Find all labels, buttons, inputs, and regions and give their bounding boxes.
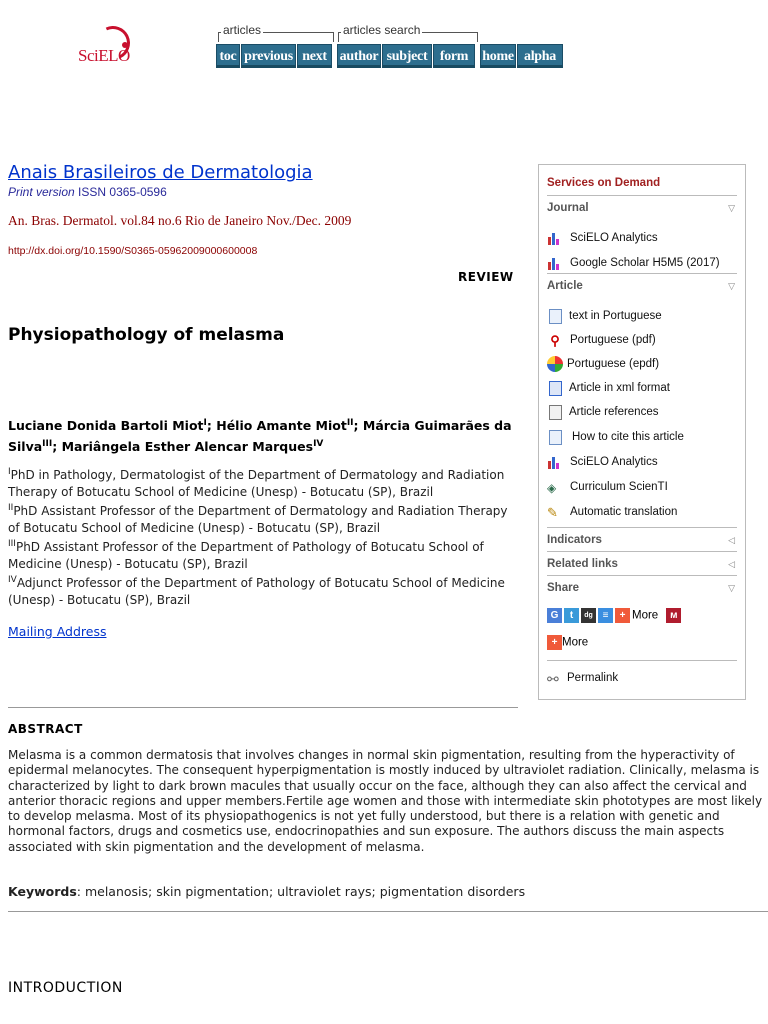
chevron-left-icon: ◁ [728,559,735,569]
keywords-label: Keywords [8,884,77,899]
mailing-address-link[interactable]: Mailing Address [8,624,107,639]
sidebar-item-references[interactable] [547,403,658,421]
list-share-icon[interactable]: ≡ [598,608,613,623]
plus-share-icon[interactable]: + [615,608,630,623]
nav-toc-button[interactable]: toc [216,44,240,68]
share-more-row [547,632,588,650]
nav-subject-button[interactable]: subject [382,44,432,68]
item-label: Curriculum ScienTI [570,481,668,493]
share-more-link[interactable]: More [632,609,659,622]
services-sidebar [538,164,746,700]
affiliation-sup: III [8,539,16,549]
item-label: Article in xml format [569,382,670,394]
authors: Luciane Donida Bartoli Miot$^I$; Hélio Amante Miot$^{II}$; Márcia Guimarães da Silva$^{III}$; Mariângela Esther Alencar Marques$^{IV}$ [8,418,512,455]
intro-heading: INTRODUCTION [8,980,123,996]
curriculum-icon: ◈ [547,481,557,495]
affiliation [8,536,518,572]
sidebar-item-translation[interactable] [547,503,677,521]
item-label: Article references [569,406,659,418]
sidebar-section-related[interactable] [547,551,737,574]
plus-share-icon[interactable]: + [547,635,562,650]
bar-chart-icon [547,454,563,470]
affiliation [8,572,518,608]
keywords-list: : melanosis; skin pigmentation; ultraviolet rays; pigmentation disorders [76,884,526,899]
google-share-icon[interactable]: G [547,608,562,623]
print-version-label: Print version [8,185,75,199]
author-name: Márcia Guimarães da Silva [8,418,512,455]
author-sup: I [203,418,207,428]
section-label: Related links [547,558,618,570]
affiliation [8,464,518,500]
cite-icon [549,430,562,445]
affiliation [8,500,518,536]
affiliation-text: PhD Assistant Professor of the Department of Dermatology and Radiation Therapy of Botucatu School of Medicine (Unesp) - Botucatu (SP), Brazil [8,504,508,535]
sidebar-section-article[interactable] [547,273,737,296]
nav-previous-button[interactable]: previous [241,44,296,68]
item-label: Portuguese (pdf) [570,334,656,346]
author-name: Mariângela Esther Alencar Marques [61,439,314,455]
sidebar-item-how-to-cite[interactable] [547,428,684,446]
section-label: Journal [547,202,589,214]
sidebar-item-scielo-analytics[interactable] [547,229,658,247]
sidebar-item-curriculum[interactable] [547,478,668,496]
chevron-down-icon: ▽ [728,583,735,593]
item-label: SciELO Analytics [570,456,658,468]
nav-alpha-button[interactable]: alpha [517,44,563,68]
sidebar-item-article-analytics[interactable] [547,453,658,471]
sidebar-section-share[interactable] [547,575,737,598]
item-label: Automatic translation [570,506,678,518]
nav-search-label: articles search [343,23,421,37]
journal-title-link[interactable]: Anais Brasileiros de Dermatologia [8,162,313,183]
permalink[interactable] [547,669,618,687]
citation: An. Bras. Dermatol. vol.84 no.6 Rio de Janeiro Nov./Dec. 2009 [8,213,352,228]
author-name: Luciane Donida Bartoli Miot [8,418,204,434]
affiliation-text: PhD Assistant Professor of the Department of Pathology of Botucatu School of Medicine (Unesp) - Botucatu (SP), Brazil [8,540,484,571]
issn: ISSN 0365-0596 [78,185,167,199]
author-name: Hélio Amante Miot [216,418,347,434]
abstract-heading: ABSTRACT [8,722,83,736]
chevron-down-icon: ▽ [728,203,735,213]
chevron-left-icon: ◁ [728,535,735,545]
abstract-text: Melasma is a common dermatosis that involves changes in normal skin pigmentation, resulting from the hyperactivity of epidermal melanocytes. The consequent hyperpigmentation is mostly induced by ultraviolet radiation. Clinically, melasma is characterized by light to dark brown macules that usually occur on the face, although they can also affect the cervical and anterior thoracic regions and upper members.Fertile age women and those with intermediate skin phototypes are most likely to develop melasma. Most of its physiopathogenics is not yet fully understood, but there is a relation with genetic and hormonal factors, drugs and cosmetics use, endocrinopathies and sun exposure. The authors discuss the main aspects associated with skin pigmentation and the development of melasma. [8,748,763,854]
share-more-link[interactable]: More [562,636,589,649]
digg-share-icon[interactable]: dg [581,608,596,623]
keywords [8,884,525,899]
affiliation-sup: II [8,503,14,513]
divider [8,911,768,912]
bar-chart-icon [547,230,563,246]
share-buttons [547,605,683,623]
affiliation-text: PhD in Pathology, Dermatologist of the Department of Dermatology and Radiation Therapy of Botucatu School of Medicine (Unesp) - Botucatu (SP), Brazil [8,468,505,499]
affiliation-sup: I [8,467,11,477]
epdf-icon [547,356,563,372]
affiliation-text: Adjunct Professor of the Department of Pathology of Botucatu School of Medicine (Unesp) - Botucatu (SP), Brazil [8,576,505,607]
divider [8,707,518,708]
section-label: Indicators [547,534,602,546]
logo-text: SciELO [78,46,130,65]
sidebar-section-journal[interactable] [547,195,737,218]
doi-link[interactable]: http://dx.doi.org/10.1590/S0365-05962009000600008 [8,245,258,257]
nav-home-button[interactable]: home [480,44,516,68]
nav-articles-label: articles [223,23,262,37]
divider [547,660,737,661]
article-title: Physiopathology of melasma [8,325,285,345]
chevron-down-icon: ▽ [728,281,735,291]
bar-chart-icon [547,255,563,271]
item-label: SciELO Analytics [570,232,658,244]
author-sup: II [346,418,354,428]
link-icon: ⚯ [547,671,559,687]
item-label: Portuguese (epdf) [567,358,660,370]
author-sup: III [42,439,53,450]
sidebar-item-xml[interactable] [547,379,670,397]
references-icon [549,405,562,420]
author-sup: IV [313,439,324,450]
sidebar-item-pdf[interactable] [547,331,656,349]
item-label: text in Portuguese [569,310,662,322]
affiliations [8,464,518,608]
nav-form-button[interactable]: form [433,44,475,68]
section-label: Share [547,582,579,594]
mendeley-share-icon[interactable]: ᴍ [666,608,681,623]
item-label: How to cite this article [572,431,684,443]
pdf-icon: ⚲ [550,333,560,348]
affiliation-sup: IV [8,575,17,585]
item-label: Google Scholar H5M5 (2017) [570,257,720,269]
wand-icon: ✎ [547,505,558,520]
sidebar-item-text-portuguese[interactable] [547,307,662,325]
xml-icon [549,381,562,396]
permalink-label: Permalink [567,672,619,684]
sidebar-title: Services on Demand [547,177,661,189]
sidebar-item-epdf[interactable] [547,355,659,373]
document-icon [549,309,562,324]
scielo-logo[interactable] [78,26,148,76]
section-label: REVIEW [458,270,514,284]
nav-next-button[interactable]: next [297,44,332,68]
twitter-share-icon[interactable]: t [564,608,579,623]
nav-author-button[interactable]: author [337,44,381,68]
section-label: Article [547,280,583,292]
sidebar-section-indicators[interactable] [547,527,737,550]
print-version [8,185,167,199]
sidebar-item-google-scholar[interactable] [547,254,720,272]
